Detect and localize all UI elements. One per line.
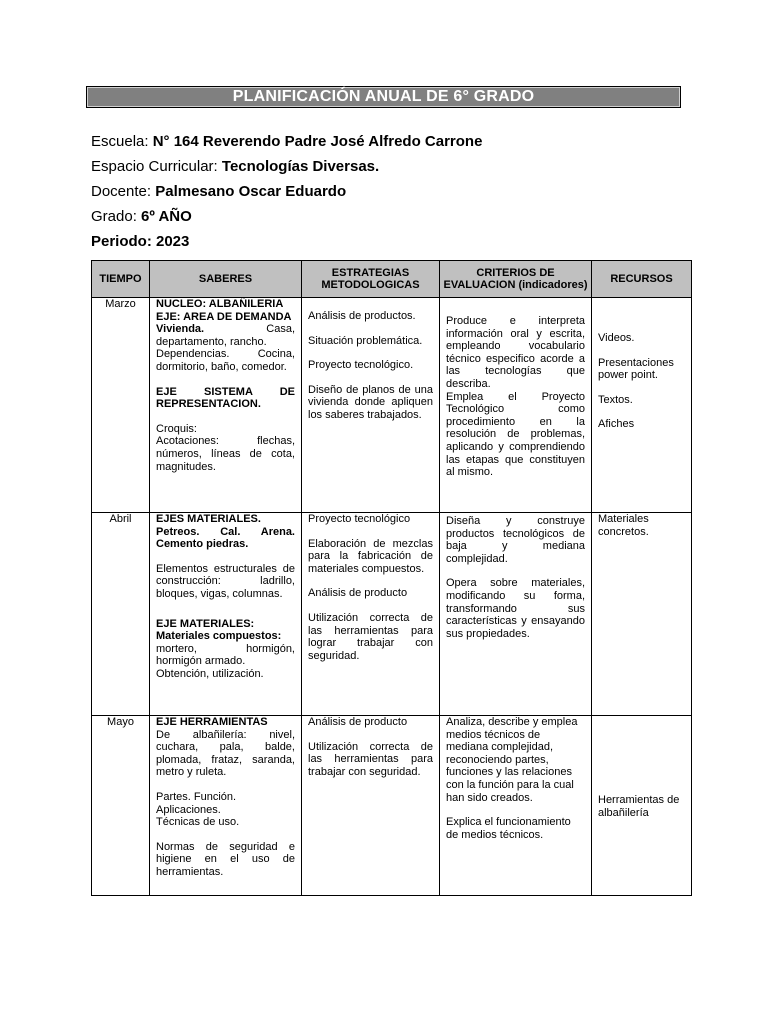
saberes-line: NUCLEO: ALBAÑILERIA [156,298,284,310]
document-title: PLANIFICACIÓN ANUAL DE 6° GRADO [86,86,681,108]
saberes-line [156,323,295,348]
table-row [92,298,692,513]
criterio-item: Opera sobre materiales, modificando su forma, transformando sus características y ensayando sus propiedades. [446,577,585,640]
estrategia-item: Utilización correcta de las herramientas para trabajar con seguridad. [308,740,433,778]
criterio-item: Produce e interpreta información oral y escrita, empleando vocabulario técnico especifico acorde a las tecnologías que describa. [446,315,585,390]
saberes-line: Croquis: [156,422,197,435]
month-cell: Marzo [92,298,150,513]
criterios-cell [440,298,592,513]
planning-table [91,260,692,896]
saberes-line: Partes. Función. [156,790,237,803]
recurso-item: Textos. [598,393,633,406]
saberes-line: Acotaciones: flechas, números, líneas de cota, magnitudes. [156,435,295,473]
saberes-line: EJE HERRAMIENTAS [156,716,268,728]
saberes-line: Materiales compuestos: [156,630,282,643]
recurso-item: Presentaciones power point. [598,356,674,382]
saberes-text: Casa, departamento, rancho. [156,323,295,348]
estrategia-item: Proyecto tecnológico. [308,359,414,372]
saberes-cell [150,298,302,513]
estrategia-item: Análisis de producto [308,587,408,600]
header-estrategias: ESTRATEGIAS METODOLOGICAS [302,261,440,298]
teacher-label: Docente: [91,183,156,200]
table-row [92,716,692,896]
saberes-line: EJES MATERIALES. [156,513,261,525]
recursos-cell [592,513,692,716]
header-saberes: SABERES [150,261,302,298]
period-value: Periodo: 2023 [91,233,190,250]
recurso-item: Herramientas de albañilería [598,794,680,819]
saberes-line: mortero, hormigón, hormigón armado. [156,642,295,668]
subject-line [91,158,379,176]
recursos-cell [592,716,692,896]
saberes-bold: Vivienda. [156,323,205,336]
month-cell: Abril [92,513,150,716]
saberes-line: Petreos. Cal. Arena. Cemento piedras. [156,525,295,551]
estrategias-cell [302,298,440,513]
saberes-line: De albañilería: nivel, cuchara, pala, balde, plomada, frataz, saranda, metro y ruleta. [156,728,295,779]
estrategia-item: Elaboración de mezclas para la fabricación de materiales compuestos. [308,537,433,575]
recursos-cell [592,298,692,513]
subject-value: Tecnologías Diversas. [221,158,380,175]
saberes-cell [150,513,302,716]
estrategias-cell [302,513,440,716]
subject-label: Espacio Curricular: [91,158,222,175]
teacher-value: Palmesano Oscar Eduardo [155,183,347,200]
saberes-line: EJE SISTEMA DE REPRESENTACION. [156,385,295,411]
header-criterios: CRITERIOS DE EVALUACION (indicadores) [440,261,592,298]
estrategia-item: Análisis de producto [308,716,408,728]
recurso-item: Videos. [598,332,635,344]
grade-label: Grado: [91,208,142,225]
saberes-line: Aplicaciones. [156,803,221,816]
saberes-line: Normas de seguridad e higiene en el uso de herramientas. [156,840,295,878]
estrategia-item: Análisis de productos. [308,310,416,322]
school-line [91,133,482,151]
criterio-item: Explica el funcionamiento de medios técnicos. [446,816,571,841]
estrategia-item: Diseño de planos de una vivienda donde apliquen los saberes trabajados. [308,383,433,421]
recurso-item: Materiales concretos. [598,513,649,538]
month-cell: Mayo [92,716,150,896]
criterio-item: Emplea el Proyecto Tecnológico como procedimiento en la resolución de problemas, aplicando y comprendiendo las etapas que constituyen al mismo. [446,390,585,479]
table-row [92,513,692,716]
estrategia-item: Proyecto tecnológico [308,513,411,525]
saberes-line: Técnicas de uso. [156,816,240,829]
header-recursos: RECURSOS [592,261,692,298]
criterio-item: Analiza, describe y emplea medios técnicos de mediana complejidad, reconociendo partes, funciones y las relaciones con la función para la cual han sido creados. [446,716,578,804]
header-tiempo: TIEMPO [92,261,150,298]
criterio-item: Diseña y construye productos tecnológicos de baja y mediana complejidad. [446,515,585,565]
saberes-line: EJE: AREA DE DEMANDA [156,310,292,323]
estrategia-item: Utilización correcta de las herramientas para lograr trabajar con seguridad. [308,611,433,662]
school-value: N° 164 Reverendo Padre José Alfredo Carrone [152,133,483,150]
estrategias-cell [302,716,440,896]
table-header-row [92,261,692,298]
grade-line [91,208,192,226]
criterios-cell [440,513,592,716]
grade-value: 6º AÑO [141,208,192,225]
school-label: Escuela: [91,133,153,150]
teacher-line [91,183,346,201]
saberes-line: Obtención, utilización. [156,667,264,680]
saberes-line: Elementos estructurales de construcción: ladrillo, bloques, vigas, columnas. [156,562,295,600]
criterios-cell [440,716,592,896]
saberes-line: Dependencias. Cocina, dormitorio, baño, comedor. [156,348,295,373]
recurso-item: Afiches [598,418,635,431]
period-line [91,233,189,251]
estrategia-item: Situación problemática. [308,334,423,347]
saberes-line: EJE MATERIALES: [156,617,255,630]
saberes-cell [150,716,302,896]
